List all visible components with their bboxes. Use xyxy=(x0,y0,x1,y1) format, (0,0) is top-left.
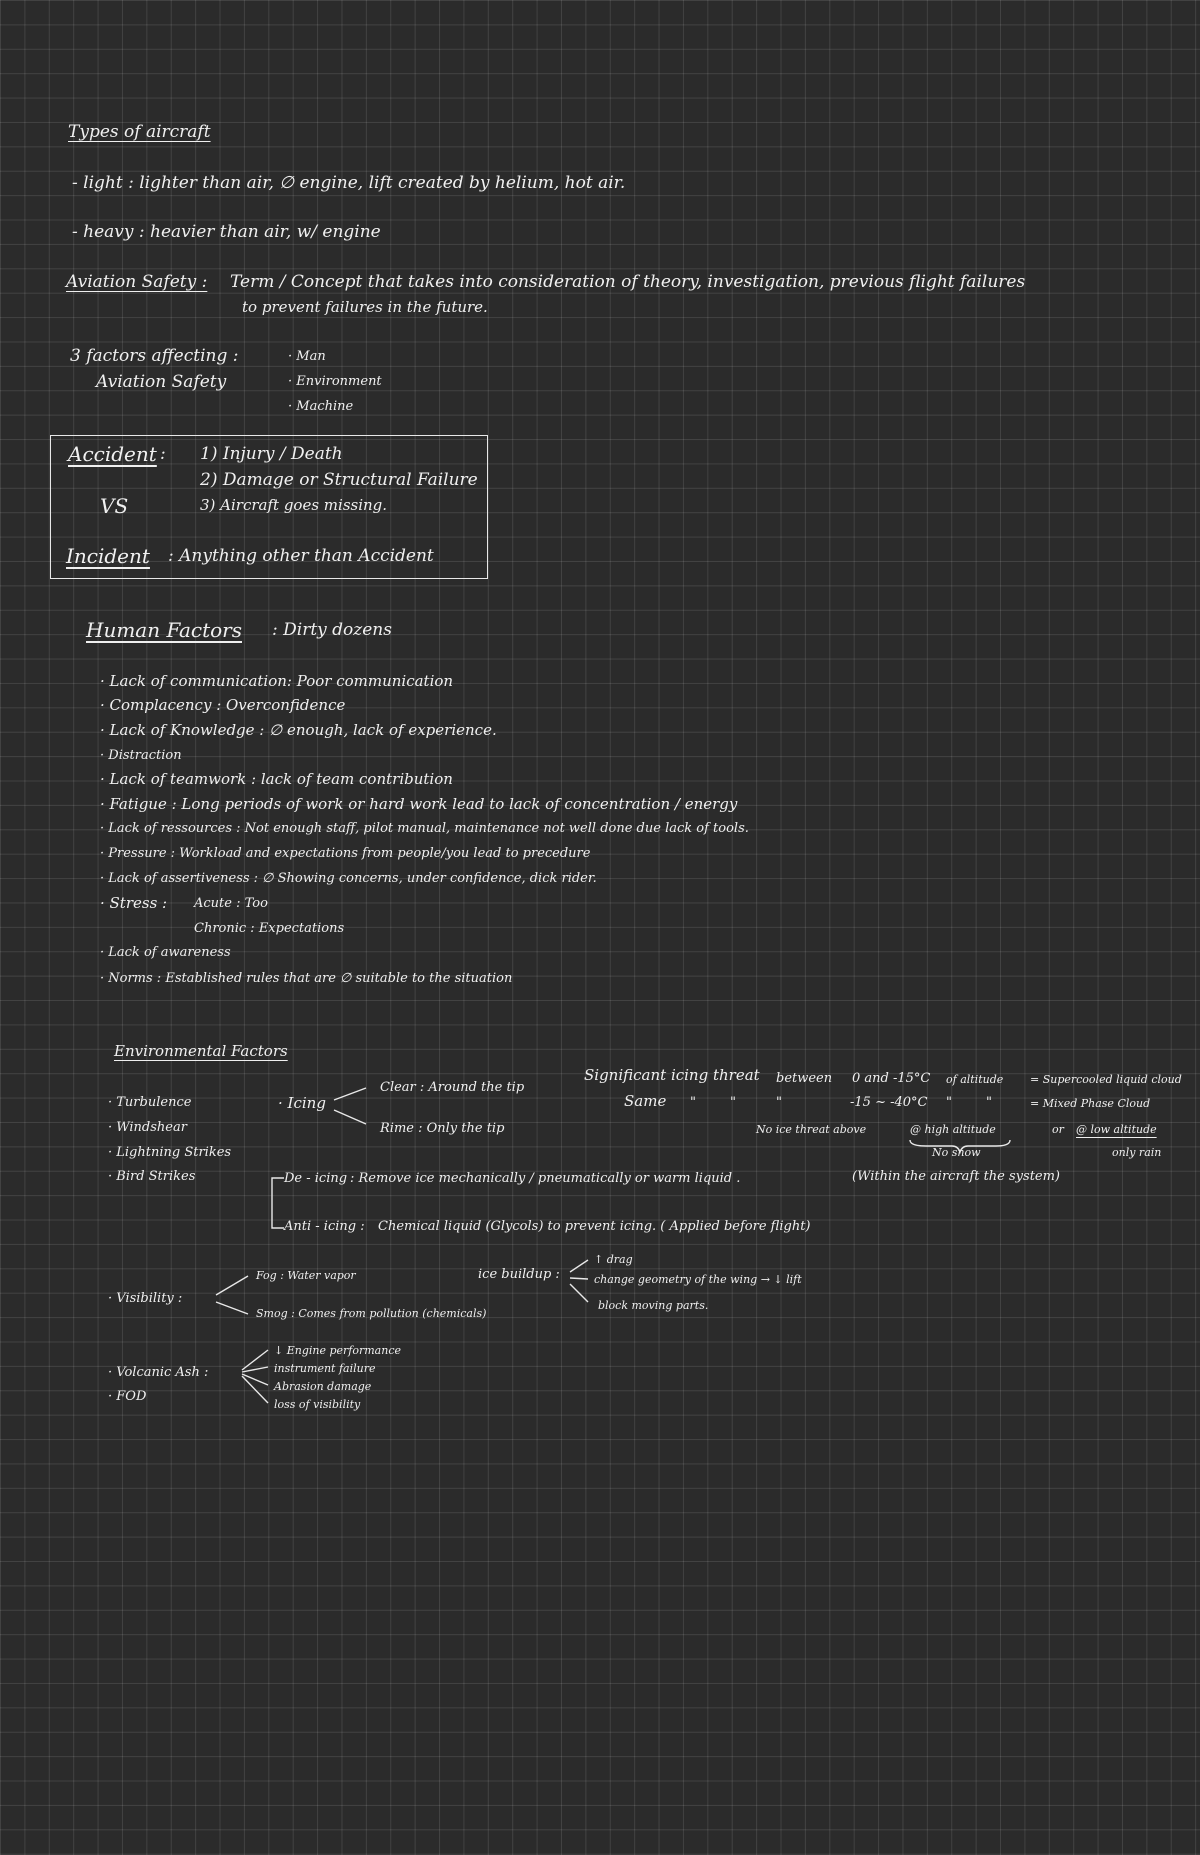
aviation-safety-label: Aviation Safety : xyxy=(66,272,208,292)
vs-label: VS xyxy=(100,494,129,518)
icing-branch-clear xyxy=(334,1088,366,1100)
icing-rime: Rime : Only the tip xyxy=(380,1121,505,1136)
ice-buildup-label: ice buildup : xyxy=(478,1267,560,1282)
env-visibility: · Visibility : xyxy=(108,1291,183,1306)
ice-branch-geometry xyxy=(570,1278,588,1279)
hf-item-communication: · Lack of communication: Poor communication xyxy=(100,672,454,690)
ice-branch-drag xyxy=(570,1260,588,1272)
factor-environment: · Environment xyxy=(288,374,382,389)
ditto-5: " xyxy=(986,1095,992,1110)
visibility-smog: Smog : Comes from pollution (chemicals) xyxy=(256,1307,487,1320)
human-factors-title: Human Factors xyxy=(86,618,242,642)
threat-label: Significant icing threat xyxy=(584,1066,760,1084)
no-ice-threat: No ice threat above xyxy=(756,1123,867,1136)
hf-item-teamwork: · Lack of teamwork : lack of team contribution xyxy=(100,770,453,788)
visibility-branch-smog xyxy=(216,1302,248,1314)
ice-buildup-geometry: change geometry of the wing → ↓ lift xyxy=(594,1273,802,1286)
accident-item-3: 3) Aircraft goes missing. xyxy=(200,496,388,514)
factor-machine: · Machine xyxy=(288,399,354,414)
hf-item-stress: · Stress : xyxy=(100,894,168,912)
env-icing: · Icing xyxy=(278,1094,326,1112)
incident-label: Incident xyxy=(66,544,150,568)
threat-range-1: 0 and -15°C xyxy=(852,1071,931,1086)
ash-abrasion: Abrasion damage xyxy=(274,1380,372,1393)
factors-label-2: Aviation Safety xyxy=(96,372,227,392)
env-turbulence: · Turbulence xyxy=(108,1095,192,1110)
threat-range-2: -15 ~ -40°C xyxy=(850,1095,928,1110)
ice-buildup-drag: ↑ drag xyxy=(594,1253,633,1266)
accident-item-1: 1) Injury / Death xyxy=(200,444,343,464)
visibility-fog: Fog : Water vapor xyxy=(256,1269,356,1282)
incident-definition: : Anything other than Accident xyxy=(168,546,434,566)
threat-mixed: = Mixed Phase Cloud xyxy=(1030,1097,1151,1110)
env-bird-strikes: · Bird Strikes xyxy=(108,1169,196,1184)
hf-item-pressure: · Pressure : Workload and expectations from people/you lead to precedure xyxy=(100,846,591,861)
ash-visibility: loss of visibility xyxy=(274,1398,361,1411)
icing-branch-rime xyxy=(334,1110,366,1124)
ash-branch-abrasion xyxy=(242,1374,268,1385)
types-heavy: - heavy : heavier than air, w/ engine xyxy=(72,222,381,242)
ash-instrument: instrument failure xyxy=(274,1362,376,1375)
hf-item-assertiveness: · Lack of assertiveness : ∅ Showing concerns, under confidence, dick rider. xyxy=(100,871,597,886)
env-title: Environmental Factors xyxy=(114,1042,288,1060)
threat-between: between xyxy=(776,1071,833,1086)
ash-engine: ↓ Engine performance xyxy=(274,1344,401,1357)
human-factors-subtitle: : Dirty dozens xyxy=(272,620,392,640)
visibility-branch-fog xyxy=(216,1276,248,1295)
accident-item-2: 2) Damage or Structural Failure xyxy=(200,470,478,490)
hf-stress-acute: Acute : Too xyxy=(194,896,268,911)
hf-item-complacency: · Complacency : Overconfidence xyxy=(100,696,346,714)
threat-of-altitude: of altitude xyxy=(946,1073,1004,1086)
types-light: - light : lighter than air, ∅ engine, lift created by helium, hot air. xyxy=(72,173,626,193)
accident-colon: : xyxy=(160,444,166,464)
ditto-2: " xyxy=(730,1095,736,1110)
deicing-label: De - icing xyxy=(284,1171,348,1186)
ditto-4: " xyxy=(946,1095,952,1110)
ditto-3: " xyxy=(776,1095,782,1110)
high-altitude: @ high altitude xyxy=(910,1123,996,1136)
aviation-safety-def-line1: Term / Concept that takes into consideration of theory, investigation, previous flight failures xyxy=(230,272,1026,292)
env-volcanic-ash: · Volcanic Ash : xyxy=(108,1365,209,1380)
antiicing-text: Chemical liquid (Glycols) to prevent icing. ( Applied before flight) xyxy=(378,1219,811,1234)
hf-item-resources: · Lack of ressources : Not enough staff, pilot manual, maintenance not well done due lack of tools. xyxy=(100,821,749,836)
deicing-note: (Within the aircraft the system) xyxy=(852,1169,1061,1184)
env-fod: · FOD xyxy=(108,1389,147,1404)
types-title: Types of aircraft xyxy=(68,122,211,142)
hf-item-awareness: · Lack of awareness xyxy=(100,945,231,960)
hf-item-fatigue: · Fatigue : Long periods of work or hard work lead to lack of concentration / energy xyxy=(100,795,738,813)
ditto-1: " xyxy=(690,1095,696,1110)
hf-item-distraction: · Distraction xyxy=(100,748,182,763)
accident-label: Accident xyxy=(68,442,157,466)
ash-branch-visibility xyxy=(242,1376,268,1403)
low-altitude: @ low altitude xyxy=(1076,1123,1157,1136)
factor-man: · Man xyxy=(288,349,326,364)
factors-label-1: 3 factors affecting : xyxy=(70,346,239,366)
threat-same: Same xyxy=(624,1092,667,1110)
env-windshear: · Windshear xyxy=(108,1120,187,1135)
only-rain: only rain xyxy=(1112,1146,1162,1159)
ash-branch-engine xyxy=(242,1350,268,1370)
env-lightning: · Lightning Strikes xyxy=(108,1145,232,1160)
or-label: or xyxy=(1052,1123,1064,1136)
ice-buildup-block: block moving parts. xyxy=(598,1299,709,1312)
antiicing-label: Anti - icing : xyxy=(284,1219,365,1234)
threat-supercooled: = Supercooled liquid cloud xyxy=(1030,1073,1182,1086)
ice-branch-block xyxy=(570,1284,588,1302)
hf-item-norms: · Norms : Established rules that are ∅ suitable to the situation xyxy=(100,971,513,986)
deicing-text: : Remove ice mechanically / pneumatically or warm liquid . xyxy=(350,1171,741,1186)
deicing-bracket xyxy=(272,1178,284,1228)
icing-clear: Clear : Around the tip xyxy=(380,1080,525,1095)
hf-stress-chronic: Chronic : Expectations xyxy=(194,921,345,936)
hf-item-knowledge: · Lack of Knowledge : ∅ enough, lack of experience. xyxy=(100,721,497,739)
no-snow: No snow xyxy=(932,1146,981,1159)
ash-branch-instrument xyxy=(242,1367,268,1372)
aviation-safety-def-line2: to prevent failures in the future. xyxy=(242,298,488,316)
